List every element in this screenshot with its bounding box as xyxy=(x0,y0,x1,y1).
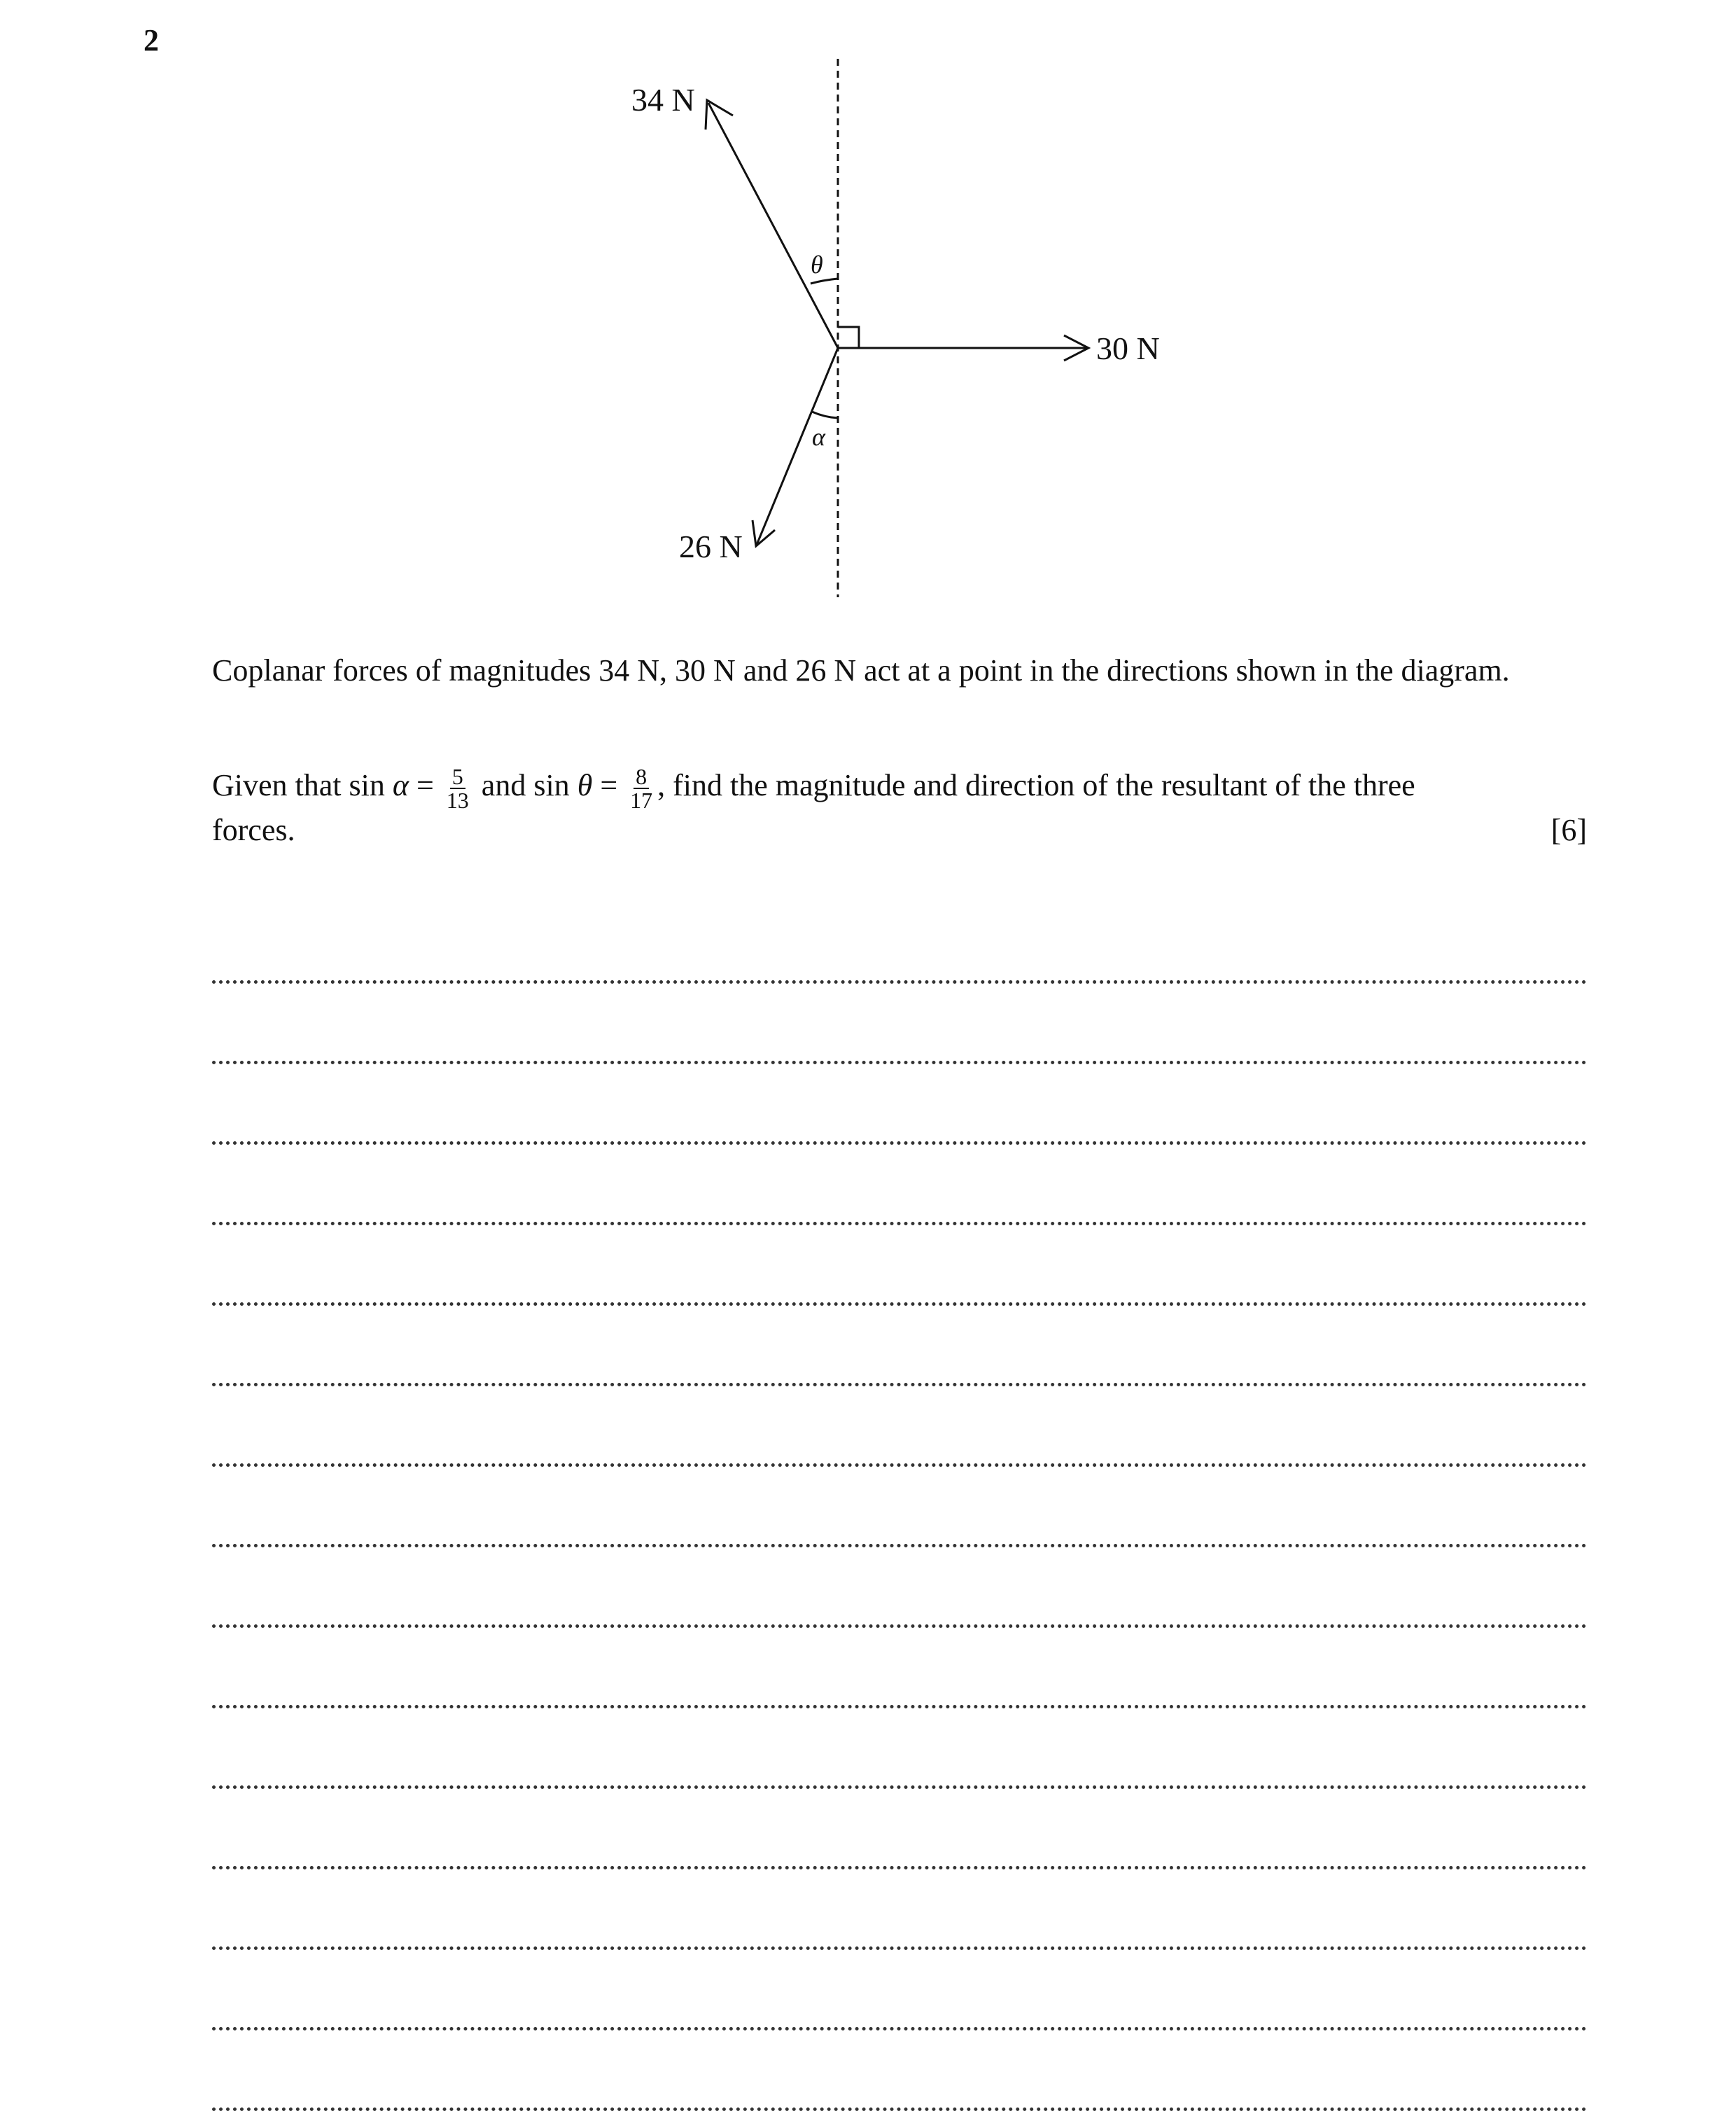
answer-line[interactable] xyxy=(212,1789,1587,1869)
force-26n-line xyxy=(757,348,838,545)
label-alpha: α xyxy=(812,423,825,451)
given-prefix: Given that sin xyxy=(212,768,385,803)
theta-fraction xyxy=(628,766,654,811)
and-sin-text: and sin xyxy=(481,768,570,803)
answer-line[interactable] xyxy=(212,1708,1587,1789)
label-theta: θ xyxy=(811,251,823,279)
marks-indicator: [6] xyxy=(1550,813,1587,847)
answer-line[interactable] xyxy=(212,1064,1587,1145)
alpha-fraction xyxy=(444,766,471,811)
label-26n: 26 N xyxy=(679,529,743,564)
answer-line[interactable] xyxy=(212,1950,1587,2030)
label-34n: 34 N xyxy=(631,82,695,118)
answer-line[interactable] xyxy=(212,1145,1587,1225)
answer-line[interactable] xyxy=(212,1869,1587,1950)
answer-area xyxy=(212,903,1587,2111)
equals-sign-1: = xyxy=(416,768,434,803)
theta-denominator: 17 xyxy=(630,788,653,813)
alpha-numerator: 5 xyxy=(450,766,465,789)
force-34n-line xyxy=(708,103,838,348)
given-line xyxy=(212,766,1587,811)
answer-line[interactable] xyxy=(212,1547,1587,1628)
alpha-arc xyxy=(812,412,838,418)
question-statement: Coplanar forces of magnitudes 34 N, 30 N and 26 N act at a point in the directions shown in the diagram. xyxy=(212,653,1510,688)
task-rest-of-line: , find the magnitude and direction of the resultant of the three xyxy=(657,768,1415,803)
answer-line[interactable] xyxy=(212,903,1587,984)
question-task xyxy=(212,766,1587,850)
alpha-denominator: 13 xyxy=(446,788,469,813)
answer-line[interactable] xyxy=(212,2030,1587,2111)
force-diagram xyxy=(0,0,1736,630)
given-expression xyxy=(212,766,1415,811)
answer-line[interactable] xyxy=(212,1386,1587,1467)
task-second-line xyxy=(212,811,1587,850)
equals-sign-2: = xyxy=(600,768,618,803)
answer-line[interactable] xyxy=(212,1467,1587,1547)
question-number: 2 xyxy=(144,23,159,57)
right-angle-marker xyxy=(838,327,859,348)
label-30n: 30 N xyxy=(1096,330,1160,366)
forces-word: forces. xyxy=(212,813,295,847)
answer-line[interactable] xyxy=(212,1306,1587,1386)
force-26n-arrowhead xyxy=(752,520,775,546)
alpha-symbol: α xyxy=(392,768,409,803)
answer-line[interactable] xyxy=(212,1628,1587,1708)
theta-symbol: θ xyxy=(577,768,593,803)
answer-line[interactable] xyxy=(212,984,1587,1064)
theta-numerator: 8 xyxy=(634,766,649,789)
theta-arc xyxy=(811,279,838,284)
answer-line[interactable] xyxy=(212,1225,1587,1306)
